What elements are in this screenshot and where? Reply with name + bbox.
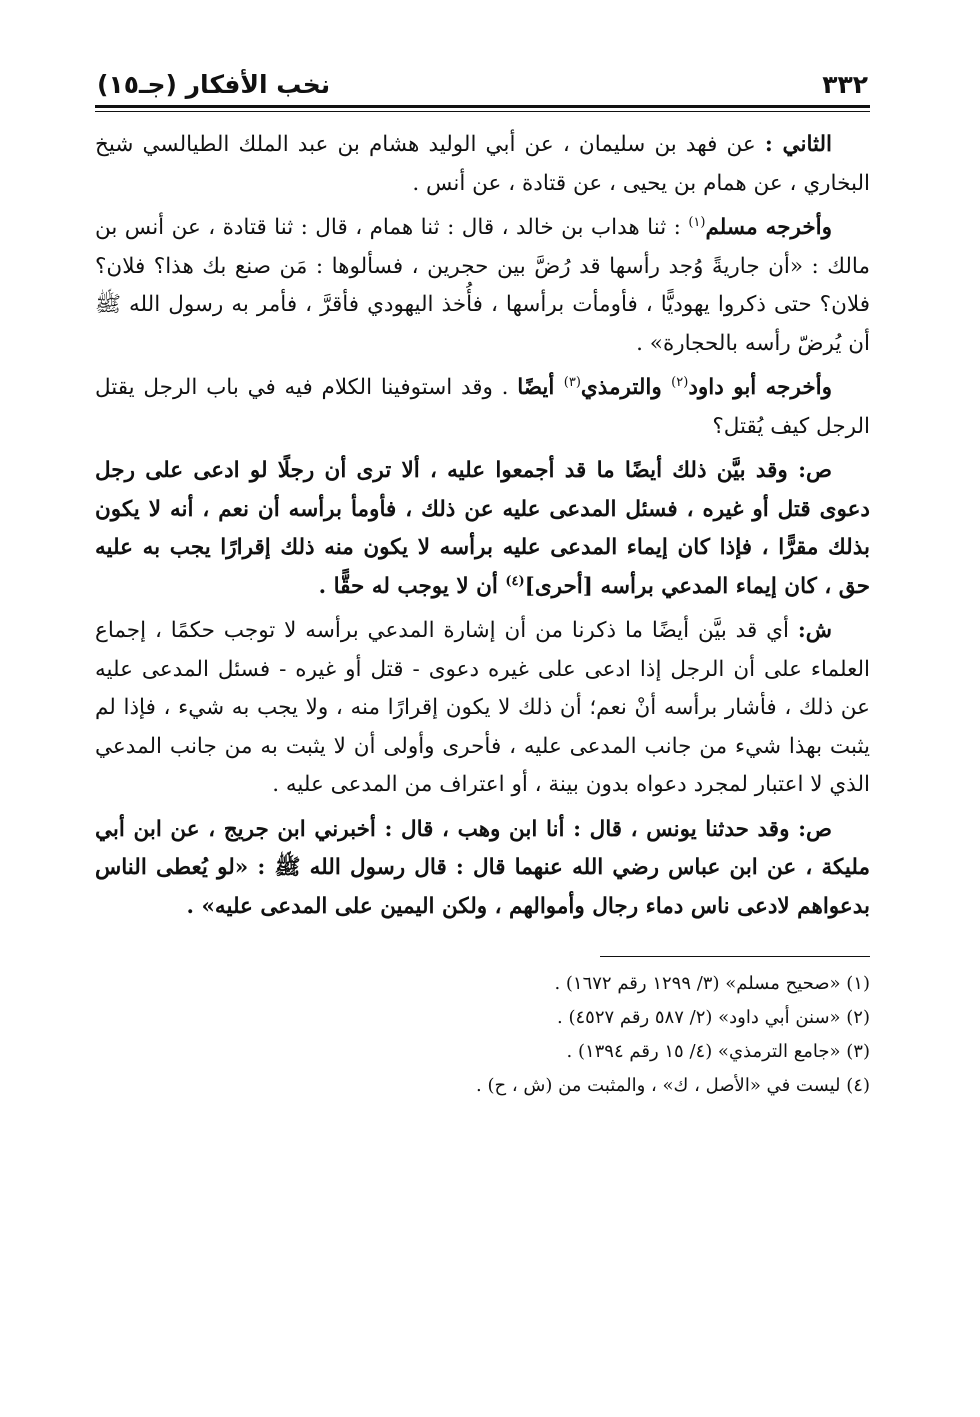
header-rule-thin <box>95 111 870 112</box>
page-number: ٣٣٢ <box>822 70 868 99</box>
paragraph-lead-3: أيضًا <box>517 375 564 400</box>
paragraph-text: : ثنا هداب بن خالد ، قال : ثنا همام ، قال : ثنا قتادة ، عن أنس بن مالك : «أن جاريةً وُجد رأسها قد رُضَّ بين حجرين ، فسألوها : مَن صنع بك هذا؟ فلان؟ فلان؟ حتى ذكروا يهوديًّا ، فأومأت برأسها ، فأُخذ اليهودي فأقرَّ ، فأمر به رسول الله ﷺ أن يُرضّ رأسه بالحجارة» . <box>95 215 870 356</box>
paragraph-lead: ش: <box>797 618 832 643</box>
running-header <box>95 70 870 105</box>
book-title: نخب الأفكار (جـ١٥) <box>97 70 331 99</box>
book-page <box>95 70 870 1103</box>
footnote-ref: (١) <box>688 214 706 230</box>
footnote-separator <box>600 956 870 957</box>
paragraph-text: عن فهد بن سليمان ، عن أبي الوليد هشام بن عبد الملك الطيالسي شيخ البخاري ، عن همام بن يحيى ، عن قتادة ، عن أنس . <box>95 132 870 196</box>
paragraph-text: . وقد استوفينا الكلام فيه في باب الرجل يقتل الرجل كيف يُقتل؟ <box>95 375 870 439</box>
paragraph-6 <box>95 811 870 927</box>
footnote-ref: (٢) <box>671 374 689 390</box>
paragraph-tail: أن لا يوجب له حقًّا . <box>318 573 506 599</box>
paragraph-3 <box>95 369 870 446</box>
paragraph-text: ص: وقد حدثنا يونس ، قال : أنا ابن وهب ، قال : أخبرني ابن جريج ، عن ابن أبي مليكة ، عن ابن عباس رضي الله عنهما قال : قال رسول الله ﷺ : «لو يُعطى الناس بدعواهم لادعى ناس دماء رجال وأموالهم ، ولكن اليمين على المدعى عليه» . <box>95 816 870 919</box>
paragraph-lead: وأخرجه أبو داود <box>688 375 832 400</box>
paragraph-lead-2: والترمذي <box>580 375 672 400</box>
paragraph-text: ص: وقد بيَّن ذلك أيضًا ما قد أجمعوا عليه ، ألا ترى أن رجلًا لو ادعى على رجل دعوى قتل أو غيره ، فسئل المدعى عليه عن ذلك ، فأومأ برأسه أن نعم ، أنه لا يكون بذلك مقرًّا ، فإذا كان إيماء المدعى عليه برأسه لا يكون منه ذلك إقرارًا يجب به عليه حق ، كان إيماء المدعي برأسه [أحرى] <box>95 458 870 599</box>
footnote-1: (١) «صحيح مسلم» (٣/ ١٢٩٩ رقم ١٦٧٢) . <box>554 973 870 994</box>
footnote-2: (٢) «سنن أبي داود» (٢/ ٥٨٧ رقم ٤٥٢٧) . <box>557 1007 870 1028</box>
footnote-4: (٤) ليست في «الأصل ، ك» ، والمثبت من (ش ، ح) . <box>476 1075 870 1096</box>
paragraph-2 <box>95 209 870 363</box>
paragraph-lead: وأخرجه مسلم <box>705 215 833 240</box>
footnotes <box>95 967 870 1103</box>
footnote-ref: (٤) <box>505 573 525 589</box>
header-rule-thick <box>95 105 870 108</box>
paragraph-lead: الثاني : <box>764 132 833 157</box>
paragraph-text: أي قد بيَّن أيضًا ما ذكرنا من أن إشارة المدعي برأسه لا توجب حكمًا ، إجماع العلماء على أن الرجل إذا ادعى على غيره دعوى - قتل أو غيره - فسئل المدعى عليه عن ذلك ، فأشار برأسه أنْ نعم؛ أن ذلك لا يكون إقرارًا منه ، ولا يجب به شيء ، فإذا لم يثبت بهذا شيء من جانب المدعى عليه ، فأحرى وأولى أن لا يثبت به من جانب المدعي الذي لا اعتبار لمجرد دعواه بدون بينة ، أو اعتراف من المدعى عليه . <box>95 618 870 797</box>
footnote-ref-2: (٣) <box>563 374 581 390</box>
paragraph-5 <box>95 612 870 805</box>
footnote-3: (٣) «جامع الترمذي» (٤/ ١٥ رقم ١٣٩٤) . <box>566 1041 870 1062</box>
main-text <box>95 126 870 926</box>
paragraph-4 <box>95 452 870 606</box>
paragraph-1 <box>95 126 870 203</box>
